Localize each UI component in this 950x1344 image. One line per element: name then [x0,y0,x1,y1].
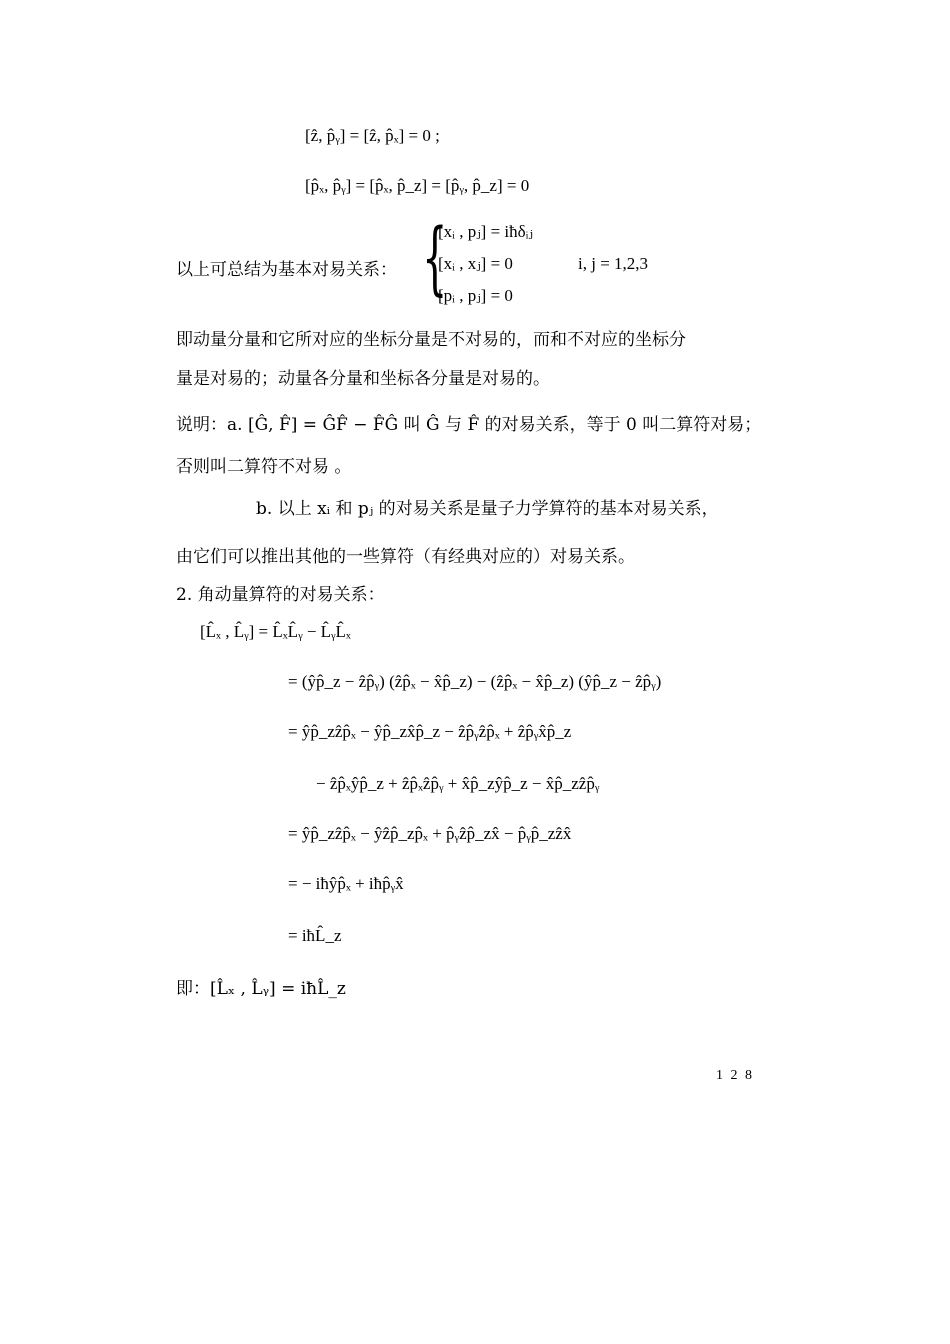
basic-relation-3: [pᵢ , pⱼ] = 0 [438,286,513,305]
basic-relation-2: [xᵢ , xⱼ] = 0 [438,254,513,273]
eq-p-p-commutator: [p̂ₓ, p̂ᵧ] = [p̂ₓ, p̂_z] = [p̂ᵧ, p̂_z] = 0 [305,176,530,195]
basic-relations-intro: 以上可总结为基本对易关系： [176,260,397,280]
paragraph-line-2: 量是对易的；动量各分量和坐标各分量是对易的。 [176,369,550,389]
eq-line-1: [L̂ₓ , L̂ᵧ] = L̂ₓL̂ᵧ − L̂ᵧL̂ₓ [200,622,351,641]
note-a: 说明：a. [Ĝ, F̂] = ĜF̂ − F̂Ĝ 叫 Ĝ 与 F̂ 的对易关系，等于 0 叫二算符对易； [176,415,762,435]
eq-line-4: − ẑp̂ₓŷp̂_z + ẑp̂ₓẑp̂ᵧ + x̂p̂_zŷp̂_z − x̂p̂_zẑp̂ᵧ [316,774,600,793]
paragraph-line-1: 即动量分量和它所对应的坐标分量是不对易的，而和不对应的坐标分 [176,330,686,350]
page-number: 1 2 8 [716,1068,754,1083]
conclusion: 即：[L̂ₓ , L̂ᵧ] = iħL̂_z [176,979,346,999]
note-b: b. 以上 xᵢ 和 pⱼ 的对易关系是量子力学算符的基本对易关系， [256,499,719,519]
left-brace: { [422,211,448,304]
note-a-cont: 否则叫二算符不对易 。 [176,457,352,477]
eq-line-6: = − iħŷp̂ₓ + iħp̂ᵧx̂ [288,874,404,893]
section-heading: 2. 角动量算符的对易关系： [176,585,385,605]
eq-line-2: = (ŷp̂_z − ẑp̂ᵧ) (ẑp̂ₓ − x̂p̂_z) − (ẑp̂ₓ − x̂p̂_z) (ŷp̂_z − ẑp̂ᵧ) [288,672,662,691]
eq-line-3: = ŷp̂_zẑp̂ₓ − ŷp̂_zx̂p̂_z − ẑp̂ᵧẑp̂ₓ + ẑp̂ᵧx̂p̂_z [288,722,572,741]
index-range: i, j = 1,2,3 [578,254,649,273]
eq-line-7: = iħL̂_z [288,926,342,945]
note-b-cont: 由它们可以推出其他的一些算符（有经典对应的）对易关系。 [176,547,635,567]
basic-relation-1: [xᵢ , pⱼ] = iħδᵢⱼ [438,222,533,241]
eq-z-p-commutator: [ẑ, p̂ᵧ] = [ẑ, p̂ₓ] = 0 ; [305,126,440,145]
eq-line-5: = ŷp̂_zẑp̂ₓ − ŷẑp̂_zp̂ₓ + p̂ᵧẑp̂_zx̂ − p̂ᵧp̂_zẑx̂ [288,824,572,843]
